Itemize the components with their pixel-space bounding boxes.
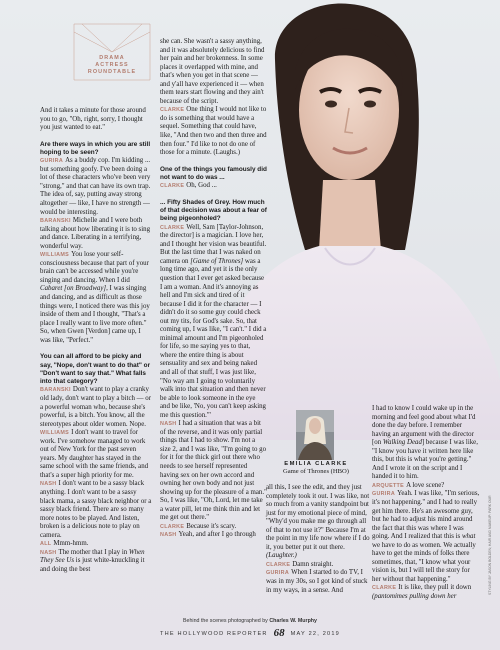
answer: I don't want to be a sassy black anything. I don't want to be a sassy black mama, a sassy black neighbor or a sassy black friend. There are so many more notes to be played. And listen, broken is a delicious note to play on camera. — [40, 480, 152, 539]
paragraph: And it takes a minute for those around you to go, "Oh, right, sorry, I thought you just wanted to eat." — [40, 107, 146, 132]
speaker-label: ARQUETTE — [372, 482, 405, 489]
answer: Michelle and I were both talking about how liberating it is to sing and dance. Liberating in a terrifying, wonderful way. — [40, 217, 151, 250]
question: ... Fifty Shades of Grey. How much of that decision was about a fear of being pigeonholed? — [160, 198, 267, 223]
paragraph: I had to know I could wake up in the morning and feel good about what I'd done the day before. I remember having an argument with the director [on — [372, 405, 476, 447]
answer: was a long time ago, and yet it is the only question that I ever get asked because I am a woman. And it's annoying as hell and I'm sick and tired of it because I did it for the character — I didn't do it so some guy could check out my tits, for God's sake. So, that coming up, I was like, "I can't." I did a minimal amount and I'm pigeonholed for life, so me saying yes to that, where the entire thing is about sensuality and sex and being naked and all of that stuff, I was just like, "No way am I going to voluntarily walk into that situation and then never be able to look someone in the eye and be like, 'No, you can't keep asking me this question.'" — [160, 257, 267, 419]
photo-caption — [266, 460, 366, 476]
answer-italic: [Game of Thrones] — [190, 257, 244, 265]
badge-line-2: ACTRESS — [95, 62, 129, 68]
speaker-label: ALL — [40, 541, 52, 548]
answer: we have to do as women. We actually have to get the minds of folks there sometimes, that, "I know what your vision is, but I will tell the story for her without that happening." — [372, 541, 476, 583]
caption-name: EMILIA CLARKE — [284, 461, 348, 467]
answer: I don't want to travel for work. I've somehow managed to work out of New York for the past seven years. My daughter has stayed in the same school with the same friends, and that's a super high priority for me. — [40, 429, 149, 479]
answer-italic: what — [461, 533, 476, 541]
question: One of the things you famously did not want to do was ... — [160, 165, 267, 181]
speaker-label: NASH — [160, 421, 177, 428]
answer: Yeah. I was like, "I'm serious, it's not happening." and I had to really get him there. He's an awesome guy, but he had to adjust his mind around the fact that this was where I was going. And I realized that this is — [372, 490, 480, 541]
badge-line-1: DRAMA — [99, 55, 125, 61]
publication-name: THE HOLLYWOOD REPORTER — [160, 631, 268, 637]
answer: The mother that I play in — [58, 548, 129, 556]
answer: Don't want to play a cranky old lady, don't want to play a bitch — or a powerful woman who, because she's powerful, is a bitch. You know, all the stereotypes about older women. Nope. — [40, 386, 152, 428]
caption-show — [266, 468, 366, 476]
paragraph-italic: (Laughter.) — [266, 552, 297, 560]
column-3 — [266, 484, 370, 595]
photo-credit — [0, 618, 500, 624]
answer: Damn straight. — [292, 560, 334, 568]
answer: Well, Sam [Taylor-Johnson, the director] is a magician. I love her, and I thought her vision was beautiful. But the last time that I was naked on camera on — [160, 223, 267, 265]
caption-show-title: Game of Thrones — [282, 468, 330, 475]
photo-credit-name: Charles W. Murphy — [269, 618, 317, 624]
paragraph: she can. She wasn't a sassy anything, and it was absolutely delicious to find her pain and her brokenness. In some places it overlapped with mine, and that's when you get in that scene — and y'all have experienced it — when them tears start flowing and they ain't because of the script. — [160, 38, 265, 105]
speaker-label: CLARKE — [160, 523, 185, 530]
answer: One thing I would not like to do is something that would have a sequel. Something that could have, like, "And then two and then three and then four." I'd like to not do one of those for a minute. (Laughs.) — [160, 106, 267, 157]
issue-date: MAY 22, 2019 — [290, 631, 340, 637]
speaker-label: CLARKE — [266, 561, 291, 568]
answer-italic: When They See Us — [40, 548, 145, 565]
speaker-label: CLARKE — [160, 224, 185, 231]
speaker-label: GURIRA — [372, 491, 396, 498]
answer: As a buddy cop. I'm kidding ... but something goofy. I've been doing a lot of these characters who've been very "strong," and that can have its own trap. The idea of, say, putting away strong altogether — like, I have no strength — would be interesting. — [40, 157, 151, 216]
photo-credit-prefix: Behind the scenes photographed by — [183, 618, 268, 624]
answer: I had a situation that was a bit of the reverse, and it was only partial things that I had to show. I'm not a size 2, and I was like, "I'm going to go for it for the thick girl out there who needs to see herself represented having sex on her own accord and owning her own body and not just showing up for the pleasure of a man." So, I was like, "Oh, Lord, let me take a water pill, let me think thin and let me get out there." — [160, 420, 267, 522]
speaker-label: CLARKE — [160, 183, 185, 190]
question: Are there ways in which you are still hoping to be seen? — [40, 140, 151, 156]
page-footer — [0, 627, 500, 639]
answer: When I started to do TV, I was in my 30s, so I got kind of stuck in my ways, in a sense. And — [266, 569, 368, 594]
speaker-label: NASH — [160, 532, 177, 539]
styling-credit: STYLING BY JASON BOLDEN; HAIR AND MAKEUP: PARK OUR — [488, 495, 492, 595]
inset-thumbnail-photo — [296, 410, 334, 460]
answer: , I was singing and dancing, and as difficult as those things were, I noticed there was this joy inside of them and I thought, "That's a place I really want to live more often." So, when Gwen [Verdon] came up, I was like, "Perfect." — [40, 285, 150, 344]
caption-network: (HBO) — [330, 468, 349, 475]
answer: Yeah, and after I go through — [178, 531, 256, 539]
speaker-label: NASH — [40, 481, 57, 488]
answer: is just white-knuckling it and doing the best — [40, 557, 145, 573]
speaker-label: GURIRA — [40, 158, 64, 165]
answer: A love scene? — [406, 481, 445, 489]
answer: It is like, they pull it down — [398, 584, 472, 592]
page-number: 68 — [273, 627, 285, 639]
answer-italic: (pantomimes pulling down her — [372, 593, 457, 601]
answer: You lose your self-consciousness because that part of your brain can't be accessed while you're singing and dancing. When I did — [40, 251, 149, 284]
paragraph: all this, I see the edit, and they just completely took it out. I was like, not so much from a vanity standpoint but just for my emotional piece of mind, "Why'd you make me go through all of that to not use it?" Because I'm at the point in my life now where if I do it, you better put it out there. — [266, 484, 370, 551]
speaker-label: BARANSKI — [40, 218, 71, 225]
answer: Mmm-hmm. — [53, 540, 89, 548]
speaker-label: CLARKE — [372, 585, 397, 592]
speaker-label: WILLIAMS — [40, 252, 70, 259]
paragraph: ] because I was like, "I know you have it written here like this, but this is what you're getting." And I wrote it on the script and I handed it to him. — [372, 439, 478, 481]
column-4 — [372, 405, 480, 602]
question: You can all afford to be picky and say, "Nope, don't want to do that" or "Don't want to say that." What falls into that category? — [40, 353, 151, 386]
answer: Oh, God ... — [186, 182, 217, 190]
column-1 — [40, 107, 153, 574]
speaker-label: BARANSKI — [40, 387, 71, 394]
speaker-label: NASH — [40, 549, 57, 556]
column-2 — [160, 38, 267, 540]
answer: Because it's scary. — [186, 522, 237, 530]
paragraph-italic: Walking Dead — [382, 439, 422, 447]
answer-italic: Cabaret [on Broadway] — [40, 285, 107, 293]
speaker-label: GURIRA — [266, 570, 290, 577]
speaker-label: CLARKE — [160, 107, 185, 114]
speaker-label: WILLIAMS — [40, 430, 70, 437]
badge-line-3: ROUNDTABLE — [87, 69, 137, 75]
